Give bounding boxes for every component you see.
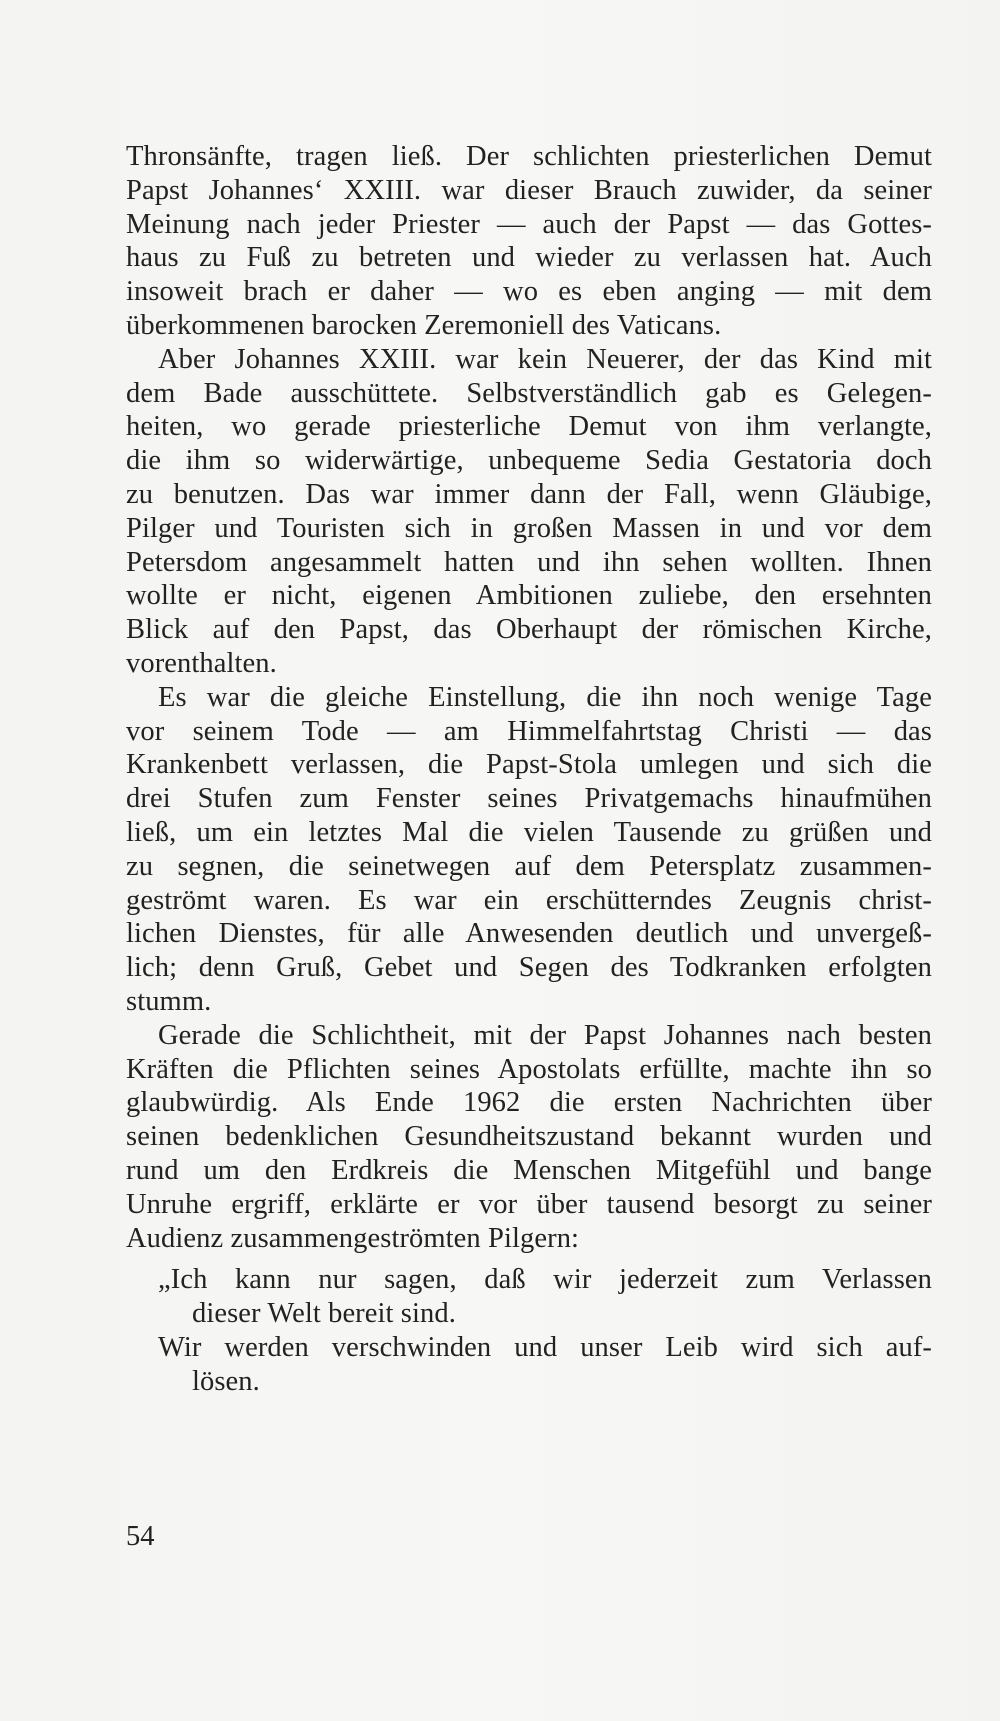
- text-line: haus zu Fuß zu betreten und wieder zu verlassen hat. Auch: [126, 242, 932, 274]
- text-line: Kräften die Pflichten seines Apostolats erfüllte, machte ihn so: [126, 1053, 932, 1085]
- text-line: Meinung nach jeder Priester — auch der Papst — das Gottes-: [126, 208, 932, 240]
- quote-line: „Ich kann nur sagen, daß wir jederzeit zum Verlassen: [158, 1264, 932, 1296]
- text-line: Aber Johannes XXIII. war kein Neuerer, der das Kind mit: [158, 343, 932, 375]
- text-line: rund um den Erdkreis die Menschen Mitgefühl und bange: [126, 1154, 932, 1186]
- text-line: Unruhe ergriff, erklärte er vor über tausend besorgt zu seiner: [126, 1188, 932, 1220]
- text-line: Petersdom angesammelt hatten und ihn sehen wollten. Ihnen: [126, 546, 932, 578]
- text-line: wollte er nicht, eigenen Ambitionen zuliebe, den ersehnten: [126, 580, 932, 612]
- text-line: stumm.: [126, 985, 212, 1017]
- text-line: Es war die gleiche Einstellung, die ihn noch wenige Tage: [158, 681, 932, 713]
- quote-line: dieser Welt bereit sind.: [192, 1298, 456, 1330]
- text-line: lich; denn Gruß, Gebet und Segen des Todkranken erfolgten: [126, 952, 932, 984]
- text-line: insoweit brach er daher — wo es eben anging — mit dem: [126, 276, 932, 308]
- text-line: seinen bedenklichen Gesundheitszustand bekannt wurden und: [126, 1121, 932, 1153]
- text-line: zu segnen, die seinetwegen auf dem Petersplatz zusammen-: [126, 850, 932, 882]
- quote-line: lösen.: [192, 1365, 260, 1397]
- paragraph-gap: [126, 1255, 932, 1263]
- text-line: Pilger und Touristen sich in großen Massen in und vor dem: [126, 512, 932, 544]
- text-line: drei Stufen zum Fenster seines Privatgemachs hinaufmühen: [126, 783, 932, 815]
- text-line: lichen Dienstes, für alle Anwesenden deutlich und unvergeß-: [126, 918, 932, 950]
- text-line: Blick auf den Papst, das Oberhaupt der römischen Kirche,: [126, 614, 932, 646]
- text-line: dem Bade ausschüttete. Selbstverständlich gab es Gelegen-: [126, 377, 932, 409]
- text-line: Audienz zusammengeströmten Pilgern:: [126, 1222, 580, 1254]
- text-line: Papst Johannes‘ XXIII. war dieser Brauch zuwider, da seiner: [126, 174, 932, 206]
- text-line: ließ, um ein letztes Mal die vielen Tausende zu grüßen und: [126, 816, 932, 848]
- text-line: die ihm so widerwärtige, unbequeme Sedia Gestatoria doch: [126, 445, 932, 477]
- body-text: [126, 140, 932, 1398]
- text-line: geströmt waren. Es war ein erschütterndes Zeugnis christ-: [126, 884, 932, 916]
- text-line: überkommenen barocken Zeremoniell des Vaticans.: [126, 309, 722, 341]
- text-line: glaubwürdig. Als Ende 1962 die ersten Nachrichten über: [126, 1087, 932, 1119]
- text-line: Gerade die Schlichtheit, mit der Papst Johannes nach besten: [158, 1019, 932, 1051]
- text-line: Thronsänfte, tragen ließ. Der schlichten priesterlichen Demut: [126, 141, 932, 172]
- text-line: vorenthalten.: [126, 647, 277, 679]
- text-line: heiten, wo gerade priesterliche Demut von ihm verlangte,: [126, 411, 932, 443]
- text-line: Krankenbett verlassen, die Papst-Stola umlegen und sich die: [126, 749, 932, 781]
- page-number: 54: [126, 1521, 155, 1552]
- text-line: vor seinem Tode — am Himmelfahrtstag Christi — das: [126, 715, 932, 747]
- quote-line: Wir werden verschwinden und unser Leib wird sich auf-: [158, 1331, 932, 1363]
- text-line: zu benutzen. Das war immer dann der Fall, wenn Gläubige,: [126, 478, 932, 510]
